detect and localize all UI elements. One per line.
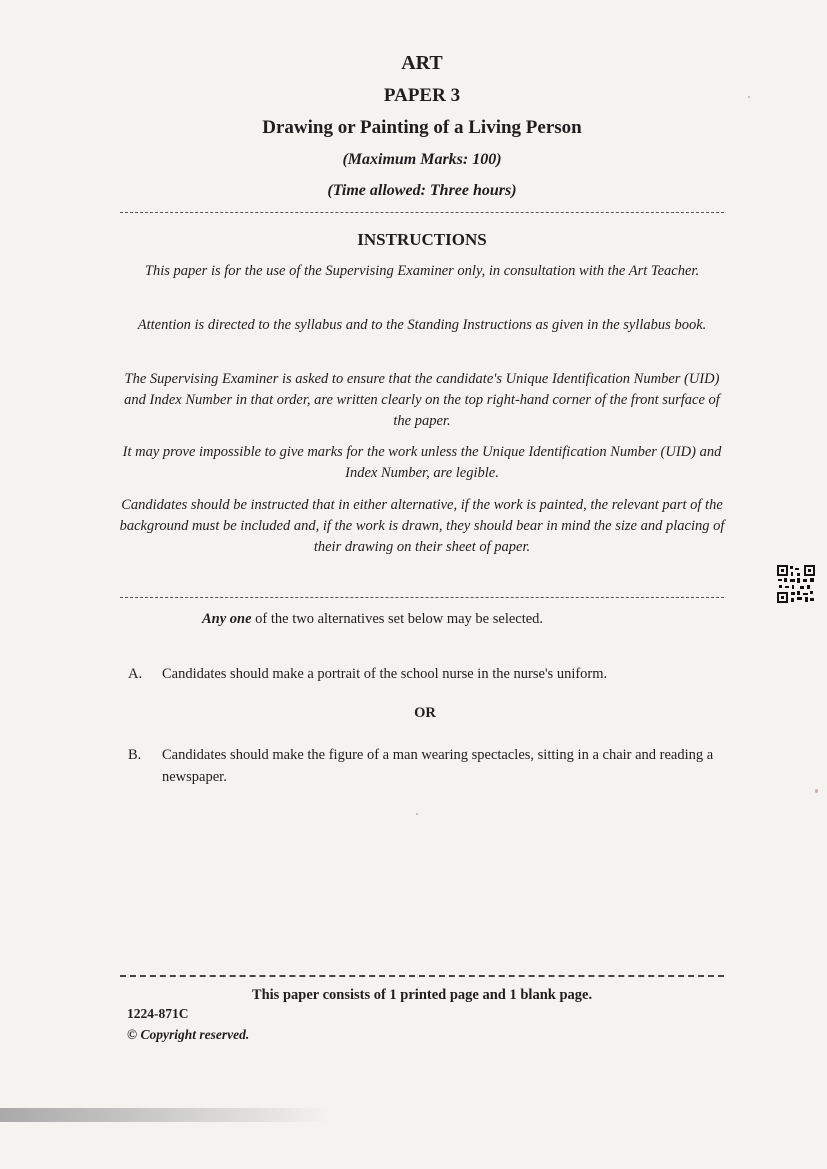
paper-code: 1224-871C: [127, 1006, 189, 1021]
scan-speck: [815, 789, 818, 793]
selection-note: [202, 611, 543, 628]
or-separator: OR: [414, 705, 436, 721]
instruction-paragraph: This paper is for the use of the Supervising Examiner only, in consultation with the Art Teacher.: [144, 263, 700, 279]
divider-top: [120, 212, 724, 213]
instruction-paragraph: It may prove impossible to give marks for the work unless the Unique Identification Number (UID) and Index Number, are legible.: [122, 444, 722, 481]
option-b-text: Candidates should make the figure of a man wearing spectacles, sitting in a chair and reading a newspaper.: [162, 747, 714, 785]
selection-emphasis: Any one: [202, 611, 252, 627]
divider-bottom: [120, 975, 724, 977]
instruction-paragraph: Candidates should be instructed that in either alternative, if the work is painted, the relevant part of the background must be included and, if the work is drawn, they should bear in mind the size and placing of their drawing on their sheet of paper.: [119, 497, 725, 555]
qr-code-icon: [776, 564, 816, 604]
option-b-letter: B.: [128, 747, 142, 763]
paper-number: PAPER 3: [383, 85, 461, 106]
time-allowed: (Time allowed: Three hours): [327, 182, 517, 199]
copyright-notice: © Copyright reserved.: [127, 1027, 250, 1042]
instructions-heading: INSTRUCTIONS: [357, 230, 487, 249]
maximum-marks: (Maximum Marks: 100): [342, 151, 502, 168]
subject-title: ART: [401, 52, 443, 74]
paper-title: Drawing or Painting of a Living Person: [262, 117, 582, 138]
page-count-note: This paper consists of 1 printed page and 1 blank page.: [251, 987, 593, 1003]
selection-text: of the two alternatives set below may be selected.: [251, 611, 544, 627]
scan-speck: [416, 813, 418, 815]
scan-speck: [748, 96, 750, 98]
option-a-text: Candidates should make a portrait of the school nurse in the nurse's uniform.: [162, 666, 608, 682]
instruction-paragraph: The Supervising Examiner is asked to ensure that the candidate's Unique Identification Number (UID) and Index Number in that order, are written clearly on the top right-hand corner of the front surface of the paper.: [124, 371, 720, 429]
scan-edge-shadow: [0, 1108, 330, 1122]
divider-middle: [120, 597, 724, 598]
instruction-paragraph: Attention is directed to the syllabus and to the Standing Instructions as given in the syllabus book.: [137, 317, 707, 333]
option-a-letter: A.: [128, 666, 143, 682]
